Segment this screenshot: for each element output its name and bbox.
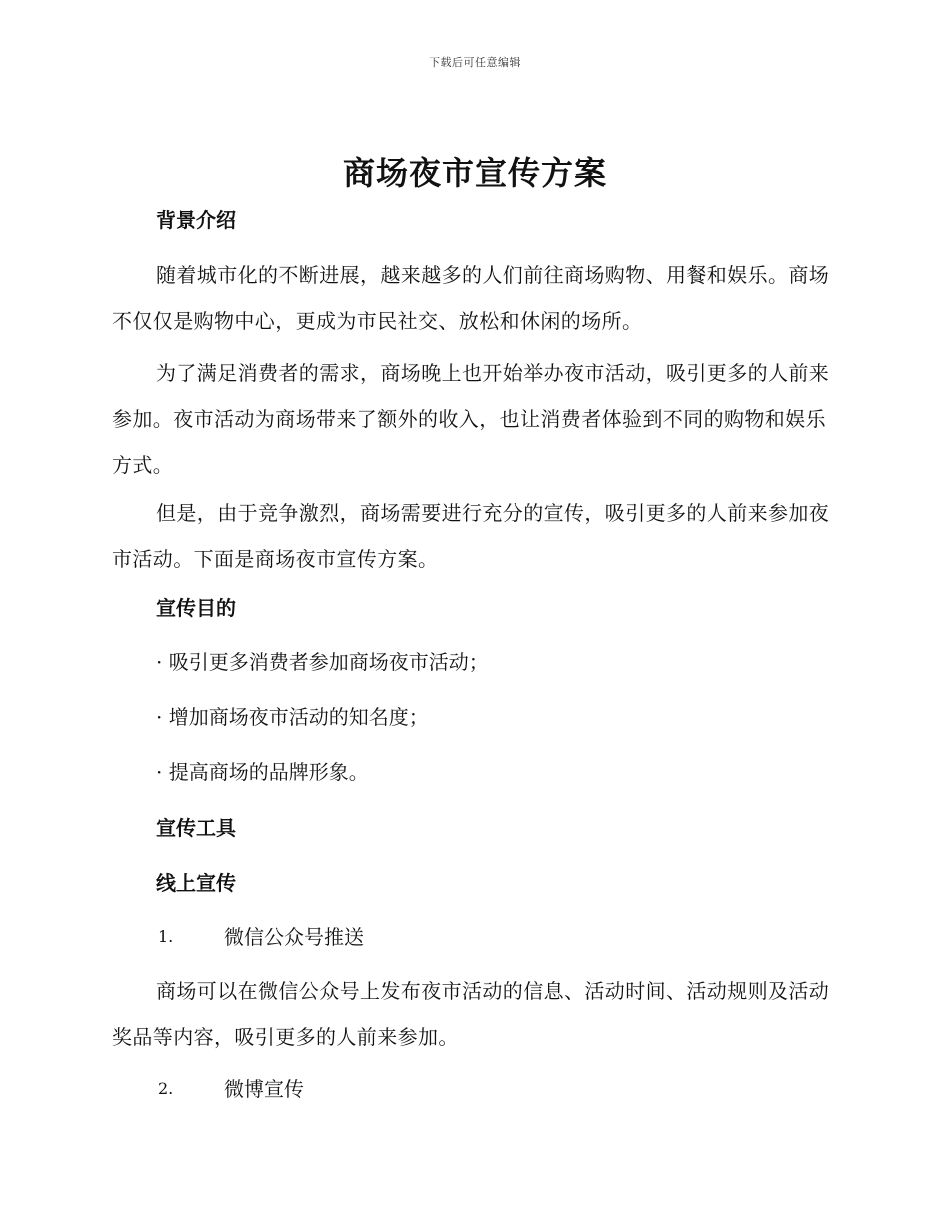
numbered-item-2-label: 微博宣传 (224, 1077, 304, 1101)
purpose-bullet-1: · 吸引更多消费者参加商场夜市活动； (156, 650, 489, 674)
numbered-item-1-number: 1. (158, 927, 174, 946)
paragraph-background-3: 但是，由于竞争激烈，商场需要进行充分的宣传，吸引更多的人前来参加夜市活动。下面是商场夜市宣传方案。 (112, 501, 830, 571)
numbered-item-2-number: 2. (158, 1079, 174, 1098)
paragraph-wechat: 商场可以在微信公众号上发布夜市活动的信息、活动时间、活动规则及活动奖品等内容，吸引更多的人前来参加。 (112, 979, 830, 1049)
purpose-bullet-2: · 增加商场夜市活动的知名度； (156, 705, 429, 729)
paragraph-background-1: 随着城市化的不断进展，越来越多的人们前往商场购物、用餐和娱乐。商场不仅仅是购物中心，更成为市民社交、放松和休闲的场所。 (112, 263, 830, 333)
heading-background: 背景介绍 (156, 208, 236, 232)
numbered-item-1-label: 微信公众号推送 (224, 925, 364, 949)
document-title: 商场夜市宣传方案 (342, 154, 607, 192)
purpose-bullet-3: · 提高商场的品牌形象。 (156, 760, 369, 784)
heading-purpose: 宣传目的 (156, 596, 236, 620)
numbered-item-2 (158, 1075, 304, 1103)
numbered-item-1 (158, 923, 364, 951)
heading-tools: 宣传工具 (156, 816, 236, 840)
paragraph-background-2: 为了满足消费者的需求，商场晚上也开始举办夜市活动，吸引更多的人前来参加。夜市活动为商场带来了额外的收入，也让消费者体验到不同的购物和娱乐方式。 (112, 361, 830, 477)
heading-online: 线上宣传 (156, 871, 236, 895)
header-note: 下载后可任意编辑 (429, 56, 521, 69)
